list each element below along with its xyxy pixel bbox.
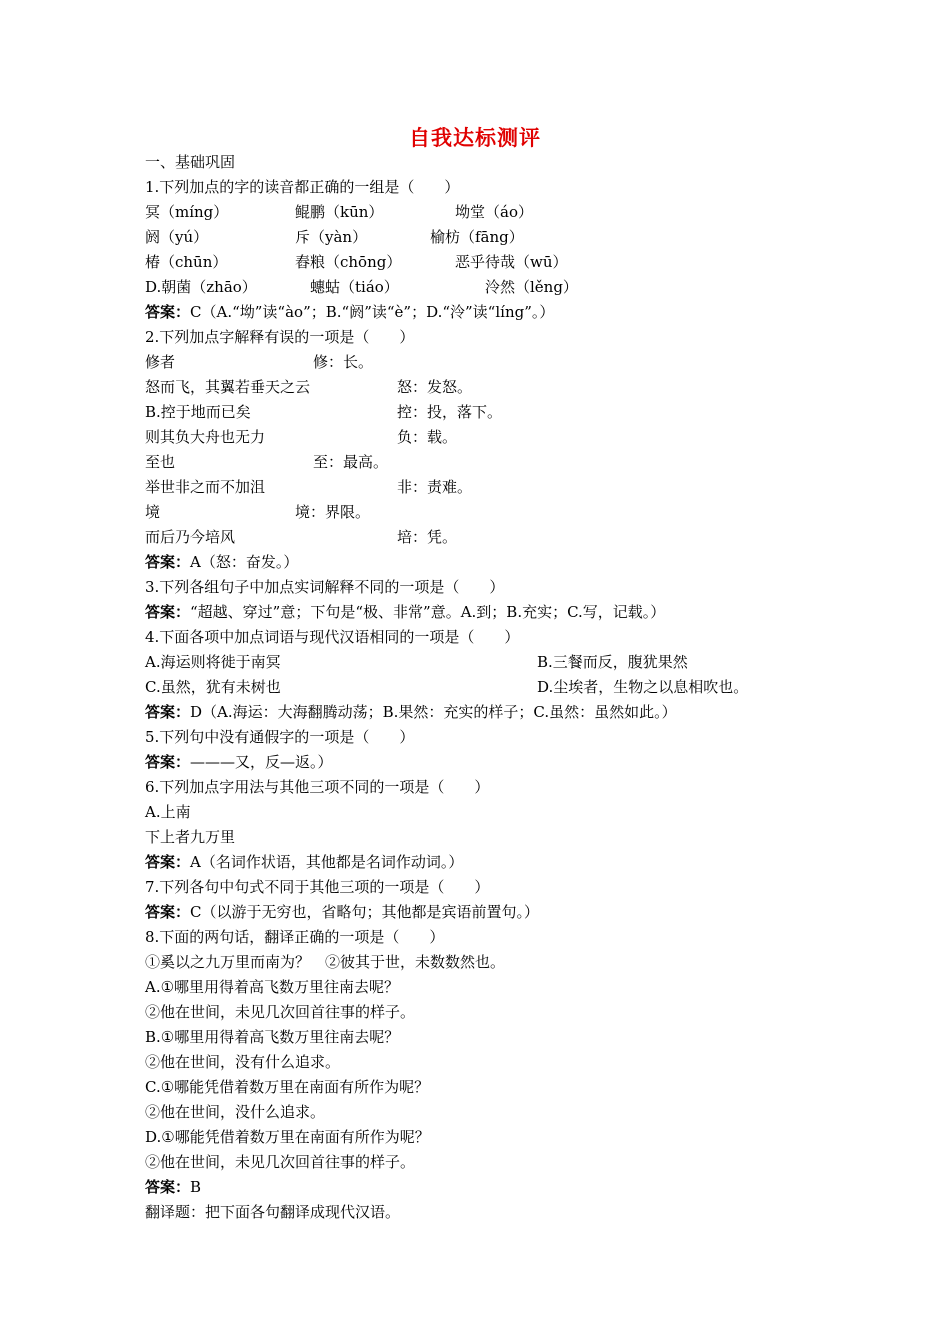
q4-option: C.虽然，犹有未树也	[145, 678, 281, 696]
translation-heading: 翻译题：把下面各句翻译成现代汉语。	[145, 1203, 401, 1221]
q8-option-line: A.①哪里用得着高飞数万里往南去呢？	[145, 978, 400, 996]
q4-option: D.尘埃者，生物之以息相吹也。	[537, 678, 749, 696]
q1-option: 阏（yú）	[145, 228, 209, 246]
q7-answer	[145, 900, 845, 925]
q3-answer	[145, 600, 845, 625]
q2-row	[145, 400, 845, 425]
q2-gloss: 负：载。	[397, 428, 458, 446]
q8-sentences: ①奚以之九万里而南为？ ②彼其于世，未数数然也。	[145, 953, 506, 971]
q1-row	[145, 250, 845, 275]
q2-phrase: 境	[145, 503, 161, 521]
q4-row	[145, 650, 845, 675]
q1-option: 蟪蛄（tiáo）	[310, 278, 399, 296]
exercise-content	[145, 150, 845, 1225]
answer-text: B	[190, 1178, 202, 1196]
q2-phrase: 至也	[145, 453, 176, 471]
q2-phrase: B.控于地而已矣	[145, 403, 251, 421]
answer-label: 答案：	[145, 903, 191, 921]
question-3-stem: 3.下列各组句子中加点实词解释不同的一项是（ ）	[145, 578, 505, 596]
answer-label: 答案：	[145, 603, 191, 621]
q2-row	[145, 500, 845, 525]
q6-answer	[145, 850, 845, 875]
answer-text: C（A.“坳”读“ào”；B.“阏”读“è”；D.“泠”读“líng”。）	[190, 303, 555, 321]
q1-option: 舂粮（chōng）	[295, 253, 402, 271]
page-title: 自我达标测评	[409, 125, 541, 150]
q1-row	[145, 225, 845, 250]
q2-row	[145, 475, 845, 500]
answer-label: 答案：	[145, 303, 191, 321]
q8-option-line: ②他在世间，没有什么追求。	[145, 1053, 341, 1071]
answer-label: 答案：	[145, 1178, 191, 1196]
q2-gloss: 怒：发怒。	[397, 378, 473, 396]
q1-option: 泠然（lěng）	[485, 278, 578, 296]
q4-option: A.海运则将徙于南冥	[145, 653, 281, 671]
q1-row	[145, 200, 845, 225]
q2-row	[145, 450, 845, 475]
section-heading: 一、基础巩固	[145, 153, 236, 171]
question-4-stem: 4.下面各项中加点词语与现代汉语相同的一项是（ ）	[145, 628, 520, 646]
q2-answer	[145, 550, 845, 575]
answer-label: 答案：	[145, 853, 191, 871]
q8-option-line: C.①哪能凭借着数万里在南面有所作为呢？	[145, 1078, 430, 1096]
answer-text: ———又，反—返。）	[190, 753, 333, 771]
question-2-stem: 2.下列加点字解释有误的一项是（ ）	[145, 328, 415, 346]
q8-option-line: D.①哪能凭借着数万里在南面有所作为呢？	[145, 1128, 430, 1146]
q1-option: 恶乎待哉（wū）	[455, 253, 568, 271]
q4-row	[145, 675, 845, 700]
q8-option-line: ②他在世间，未见几次回首往事的样子。	[145, 1003, 416, 1021]
question-7-stem: 7.下列各句中句式不同于其他三项的一项是（ ）	[145, 878, 490, 896]
q1-option: 鲲鹏（kūn）	[295, 203, 384, 221]
q1-row	[145, 275, 845, 300]
q8-option-line: ②他在世间，没什么追求。	[145, 1103, 326, 1121]
answer-text: A（怒：奋发。）	[190, 553, 299, 571]
q1-option: 冥（míng）	[145, 203, 229, 221]
question-6-stem: 6.下列加点字用法与其他三项不同的一项是（ ）	[145, 778, 490, 796]
q6-line: 下上者九万里	[145, 828, 236, 846]
q8-answer	[145, 1175, 845, 1200]
q8-option-line: B.①哪里用得着高飞数万里往南去呢？	[145, 1028, 400, 1046]
q2-gloss: 至：最高。	[313, 453, 389, 471]
q2-row	[145, 425, 845, 450]
question-1-stem: 1.下列加点的字的读音都正确的一组是（ ）	[145, 178, 460, 196]
q1-answer	[145, 300, 845, 325]
q4-answer	[145, 700, 845, 725]
q2-phrase: 怒而飞，其翼若垂天之云	[145, 378, 311, 396]
q2-gloss: 控：投，落下。	[397, 403, 503, 421]
q1-option: 榆枋（fāng）	[430, 228, 524, 246]
question-5-stem: 5.下列句中没有通假字的一项是（ ）	[145, 728, 415, 746]
q1-option: 坳堂（áo）	[455, 203, 533, 221]
answer-label: 答案：	[145, 553, 191, 571]
q2-phrase: 而后乃今培风	[145, 528, 236, 546]
q2-phrase: 修者	[145, 353, 176, 371]
q2-phrase: 则其负大舟也无力	[145, 428, 266, 446]
q1-option: 斥（yàn）	[295, 228, 368, 246]
q6-line: A.上南	[145, 803, 191, 821]
answer-label: 答案：	[145, 753, 191, 771]
q1-option: 椿（chūn）	[145, 253, 228, 271]
q2-row	[145, 375, 845, 400]
question-8-stem: 8.下面的两句话，翻译正确的一项是（ ）	[145, 928, 445, 946]
answer-text: “超越、穿过”意；下句是“极、非常”意。A.到；B.充实；C.写，记载。）	[190, 603, 666, 621]
answer-label: 答案：	[145, 703, 191, 721]
answer-text: D（A.海运：大海翻腾动荡；B.果然：充实的样子；C.虽然：虽然如此。）	[190, 703, 677, 721]
q1-option: D.朝菌（zhāo）	[145, 278, 257, 296]
answer-text: A（名词作状语，其他都是名词作动词。）	[190, 853, 464, 871]
q2-gloss: 培：凭。	[397, 528, 458, 546]
q2-gloss: 修：长。	[313, 353, 374, 371]
q2-gloss: 境：界限。	[295, 503, 371, 521]
q2-row	[145, 350, 845, 375]
q5-answer	[145, 750, 845, 775]
q4-option: B.三餐而反，腹犹果然	[537, 653, 688, 671]
q8-option-line: ②他在世间，未见几次回首往事的样子。	[145, 1153, 416, 1171]
answer-text: C（以游于无穷也，省略句；其他都是宾语前置句。）	[190, 903, 539, 921]
q2-row	[145, 525, 845, 550]
q2-phrase: 举世非之而不加沮	[145, 478, 266, 496]
q2-gloss: 非：责难。	[397, 478, 473, 496]
